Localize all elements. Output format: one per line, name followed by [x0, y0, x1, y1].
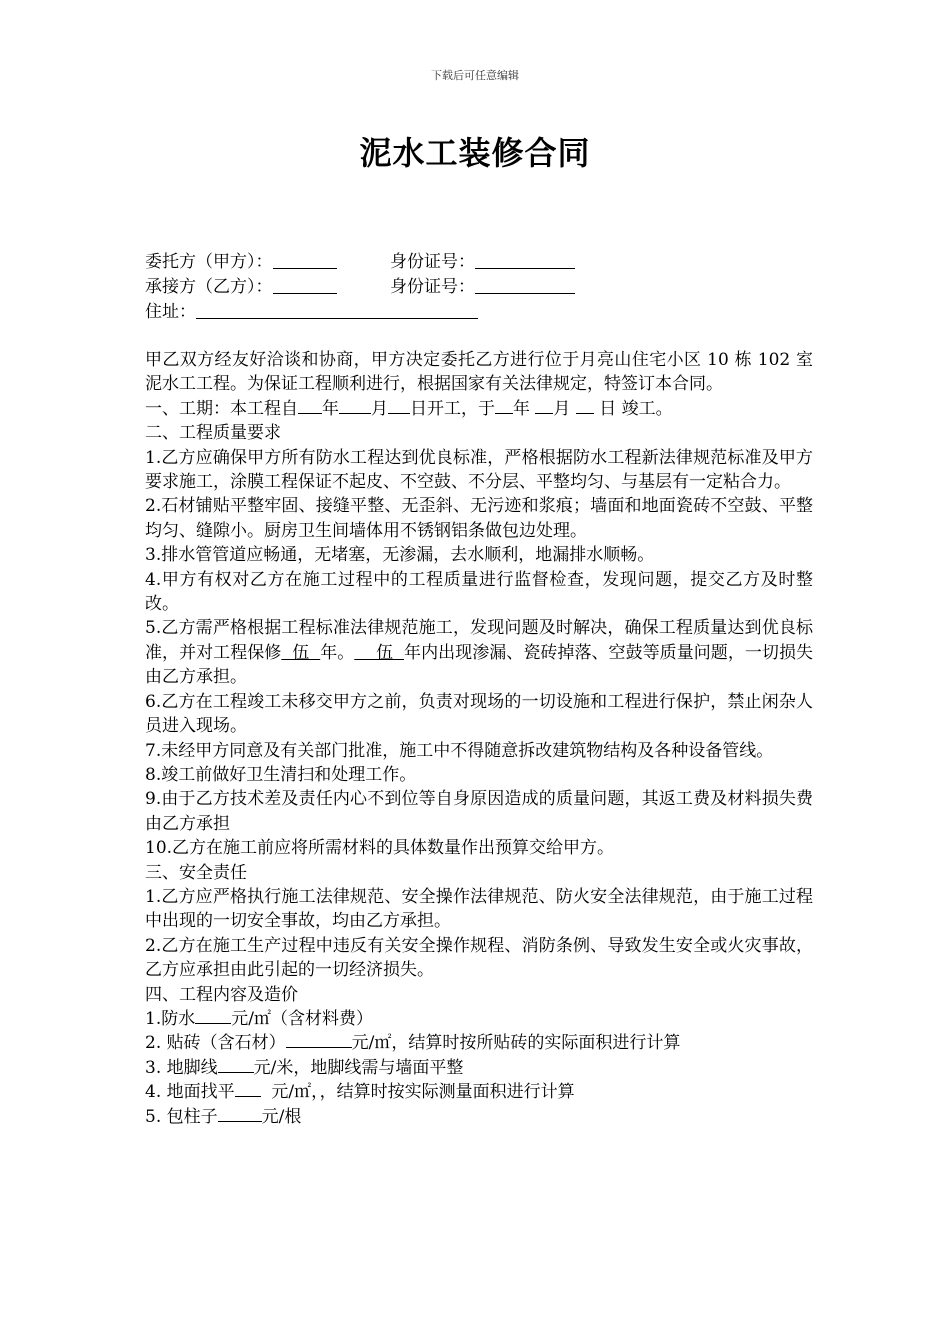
price-item-3-label: 3. 地脚线 [145, 1057, 218, 1078]
client-name-blank[interactable] [273, 250, 337, 269]
quality-item-5-text-c: 年内出现渗漏、瓷砖掉落、空鼓等质量问题，一切损失由乙方承担。 [145, 642, 814, 688]
contractor-row [145, 275, 815, 300]
tile-price-blank[interactable] [286, 1031, 352, 1048]
price-item-1 [145, 1007, 813, 1031]
price-item-5-label: 5. 包柱子 [145, 1106, 218, 1127]
contract-body [145, 348, 813, 1129]
price-item-1-label: 1.防水 [145, 1008, 196, 1029]
document-title: 泥水工装修合同 [359, 134, 591, 172]
address-label: 住址： [145, 302, 196, 322]
quality-item-7: 7.未经甲方同意及有关部门批准，施工中不得随意拆改建筑物结构及各种设备管线。 [145, 740, 774, 761]
end-year-blank[interactable] [495, 397, 513, 414]
client-id-blank[interactable] [475, 250, 575, 269]
price-item-5 [145, 1105, 813, 1129]
price-item-4 [145, 1080, 813, 1104]
schedule-text-5: 年 [513, 398, 536, 419]
schedule-text-7: 日 竣工。 [593, 398, 673, 419]
contractor-name-blank[interactable] [273, 275, 337, 294]
price-item-2-label: 2. 贴砖（含石材） [145, 1033, 286, 1054]
price-item-2-unit: 元/㎡，结算时按所贴砖的实际面积进行计算 [351, 1033, 681, 1054]
quality-item-10: 10.乙方在施工前应将所需材料的具体数量作出预算交给甲方。 [145, 838, 615, 859]
section-4-heading: 四、工程内容及造价 [145, 984, 298, 1005]
warranty-years: 伍 [281, 642, 321, 663]
start-month-blank[interactable] [339, 397, 371, 414]
price-item-1-unit: 元/㎡（含材料费） [231, 1008, 373, 1029]
leak-years: 伍 [354, 642, 405, 663]
end-day-blank[interactable] [576, 397, 594, 414]
start-day-blank[interactable] [388, 397, 410, 414]
column-price-blank[interactable] [218, 1105, 262, 1122]
section-2-heading: 二、工程质量要求 [145, 423, 281, 444]
schedule-text-3: 月 [371, 398, 388, 419]
header-note: 下载后可任意编辑 [431, 69, 519, 82]
schedule-text-1: 一、工期：本工程自 [145, 398, 298, 419]
quality-item-4: 4.甲方有权对乙方在施工过程中的工程质量进行监督检查，发现问题，提交乙方及时整改。 [145, 569, 813, 615]
section-1-schedule [145, 397, 813, 421]
skirting-price-blank[interactable] [218, 1056, 254, 1073]
quality-item-2: 2.石材铺贴平整牢固、接缝平整、无歪斜、无污迹和浆痕；墙面和地面瓷砖不空鼓、平整均匀、缝隙小。厨房卫生间墙体用不锈钢铝条做包边处理。 [145, 496, 813, 541]
quality-item-5-text-b: 年。 [320, 642, 355, 663]
price-item-4-unit: 元/㎡，，结算时按实际测量面积进行计算 [260, 1082, 575, 1103]
leveling-price-blank[interactable] [235, 1080, 261, 1097]
contractor-label: 承接方（乙方）： [145, 277, 273, 297]
client-label: 委托方（甲方）： [145, 252, 273, 272]
address-row [145, 300, 815, 325]
contractor-id-label: 身份证号： [390, 277, 475, 297]
address-blank[interactable] [196, 300, 478, 319]
section-3-heading: 三、安全责任 [145, 862, 247, 883]
schedule-text-2: 年 [322, 398, 339, 419]
quality-item-5 [145, 616, 813, 689]
start-year-blank[interactable] [298, 397, 322, 414]
quality-item-8: 8.竣工前做好卫生清扫和处理工作。 [145, 764, 417, 785]
safety-item-2: 2.乙方在施工生产过程中违反有关安全操作规程、消防条例、导致发生安全或火灾事故，乙方应承担由此引起的一切经济损失。 [145, 935, 813, 981]
price-item-4-label: 4. 地面找平 [145, 1082, 235, 1103]
quality-item-6: 6.乙方在工程竣工未移交甲方之前，负责对现场的一切设施和工程进行保护，禁止闲杂人员进入现场。 [145, 691, 813, 737]
contractor-id-blank[interactable] [475, 275, 575, 294]
schedule-text-6: 月 [553, 398, 576, 419]
quality-item-9: 9.由于乙方技术差及责任内心不到位等自身原因造成的质量问题，其返工费及材料损失费由乙方承担 [145, 789, 813, 834]
price-item-2 [145, 1031, 813, 1055]
client-id-label: 身份证号： [390, 252, 475, 272]
safety-item-1: 1.乙方应严格执行施工法律规范、安全操作法律规范、防火安全法律规范，由于施工过程中出现的一切安全事故，均由乙方承担。 [145, 886, 813, 932]
parties-block [145, 250, 815, 325]
waterproof-price-blank[interactable] [195, 1007, 231, 1024]
price-item-3 [145, 1056, 813, 1080]
quality-item-1: 1.乙方应确保甲方所有防水工程达到优良标准，严格根据防水工程新法律规范标准及甲方要求施工，涂膜工程保证不起皮、不空鼓、不分层、平整均匀、与基层有一定粘合力。 [145, 447, 813, 493]
quality-item-5-text-a: 5.乙方需严格根据工程标准法律规范施工，发现问题及时解决，确保工程质量达到优良标准，并对工程保修 [145, 618, 813, 663]
price-item-5-unit: 元/根 [261, 1106, 302, 1127]
client-row [145, 250, 815, 275]
quality-item-3: 3.排水管管道应畅通，无堵塞，无渗漏，去水顺利，地漏排水顺畅。 [145, 545, 655, 566]
schedule-text-4: 日开工，于 [410, 398, 495, 419]
intro-paragraph: 甲乙双方经友好洽谈和协商，甲方决定委托乙方进行位于月亮山住宅小区 10 栋 102 室泥水工工程。为保证工程顺利进行，根据国家有关法律规定，特签订本合同。 [145, 350, 813, 395]
end-month-blank[interactable] [535, 397, 553, 414]
price-item-3-unit: 元/米，地脚线需与墙面平整 [253, 1057, 464, 1078]
